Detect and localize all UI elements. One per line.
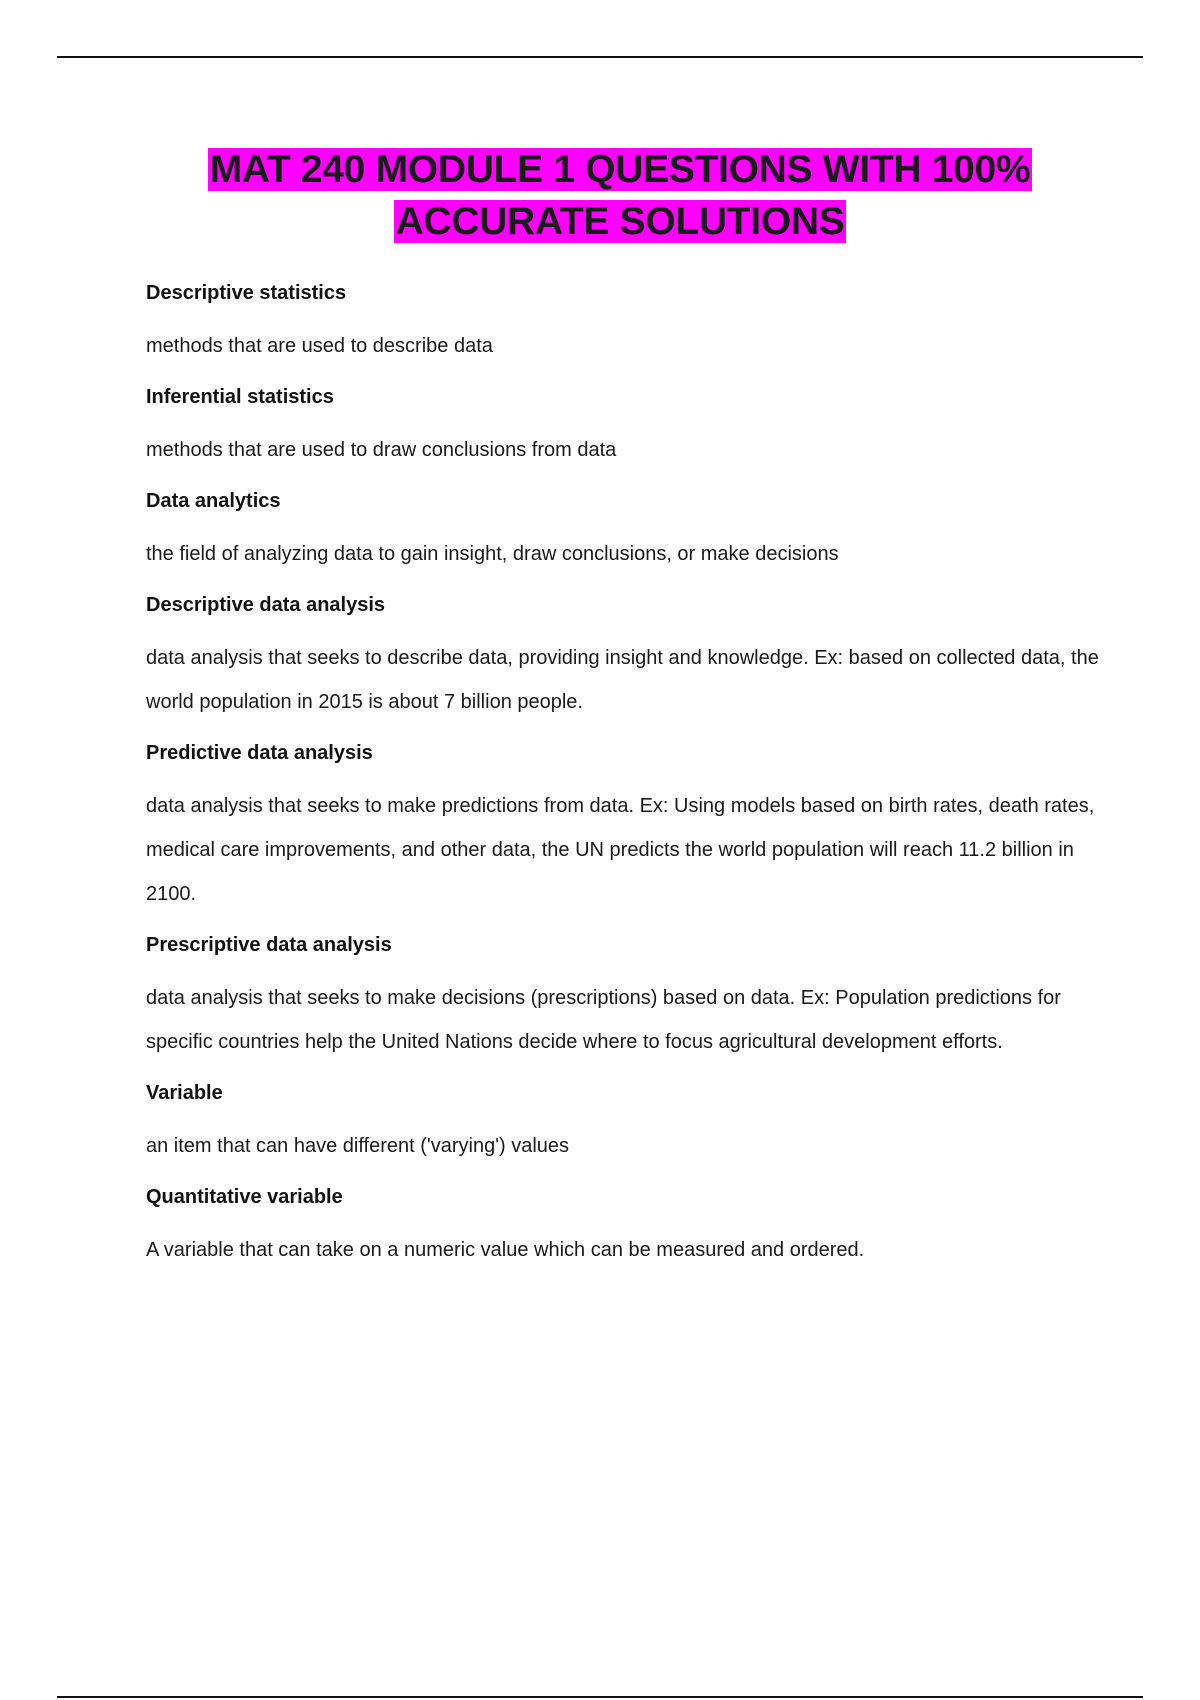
glossary-entry [146,590,1106,724]
term-definition: A variable that can take on a numeric value which can be measured and ordered. [146,1239,865,1261]
term-definition: methods that are used to describe data [146,335,493,357]
term-definition: an item that can have different ('varying') values [146,1135,570,1157]
glossary-entry [146,738,1106,916]
term-definition: data analysis that seeks to describe data, providing insight and knowledge. Ex: based on collected data, the world population in 2015 is about 7 billion people. [146,647,1099,713]
glossary-entry [146,930,1106,1064]
term-heading: Predictive data analysis [146,742,373,764]
term-definition: the field of analyzing data to gain insight, draw conclusions, or make decisions [146,543,839,565]
glossary-entry [146,1078,1106,1168]
term-heading: Data analytics [146,490,281,512]
term-heading: Quantitative variable [146,1186,343,1208]
term-heading: Descriptive data analysis [146,594,386,616]
title-line-1: MAT 240 MODULE 1 QUESTIONS WITH 100% [209,148,1031,191]
header-rule [57,56,1143,58]
term-definition: data analysis that seeks to make decisions (prescriptions) based on data. Ex: Population predictions for specific countries help the United Nations decide where to focus agricultural development efforts. [146,987,1061,1053]
term-heading: Descriptive statistics [146,282,347,304]
term-definition: methods that are used to draw conclusions from data [146,439,617,461]
glossary-entry [146,486,1106,576]
title-line-2: ACCURATE SOLUTIONS [395,200,845,243]
footer-rule [57,1696,1143,1698]
glossary-content [146,278,1106,1286]
term-heading: Variable [146,1082,223,1104]
glossary-entry [146,382,1106,472]
term-heading: Inferential statistics [146,386,334,408]
term-definition: data analysis that seeks to make predictions from data. Ex: Using models based on birth rates, death rates, medical care improvements, and other data, the UN predicts the world population will reach 11.2 billion in 2100. [146,795,1095,905]
glossary-entry [146,278,1106,368]
term-heading: Prescriptive data analysis [146,934,392,956]
glossary-entry [146,1182,1106,1272]
document-title [100,144,1140,248]
